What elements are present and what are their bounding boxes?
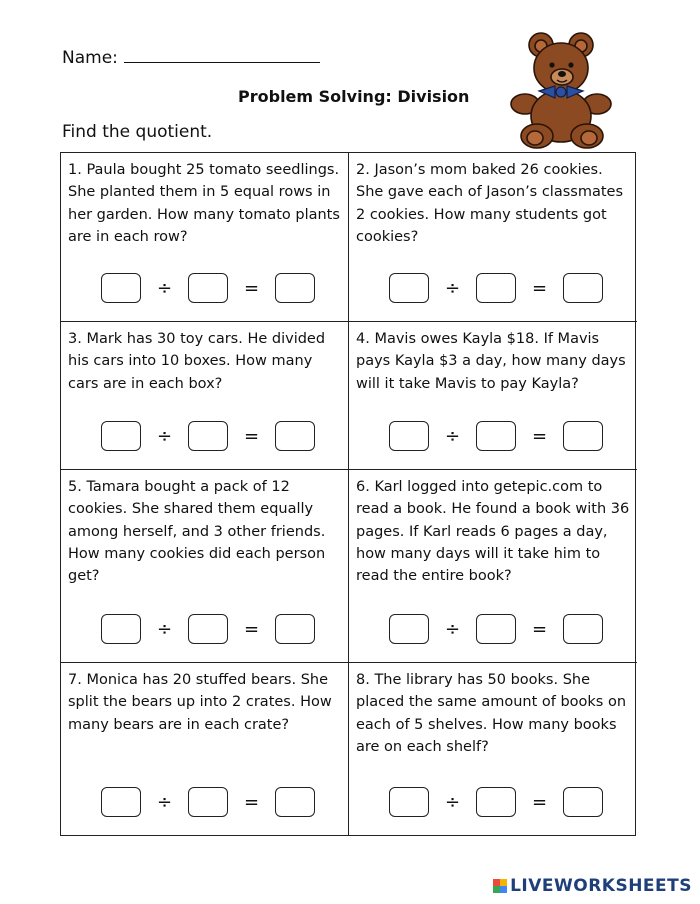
quotient-box[interactable] bbox=[563, 421, 603, 451]
equals-sign: = bbox=[243, 791, 260, 813]
name-row bbox=[62, 46, 320, 68]
divisor-box[interactable] bbox=[476, 273, 516, 303]
divisor-box[interactable] bbox=[476, 787, 516, 817]
teddy-bear-illustration bbox=[505, 28, 615, 150]
problem-grid bbox=[60, 152, 636, 836]
quotient-box[interactable] bbox=[275, 614, 315, 644]
dividend-box[interactable] bbox=[389, 273, 429, 303]
problem-cell bbox=[61, 153, 349, 322]
dividend-box[interactable] bbox=[101, 273, 141, 303]
problem-cell bbox=[61, 322, 349, 470]
division-equation bbox=[389, 273, 603, 303]
problem-cell bbox=[61, 663, 349, 835]
dividend-box[interactable] bbox=[101, 787, 141, 817]
instruction-text: Find the quotient. bbox=[62, 122, 213, 142]
divide-sign: ÷ bbox=[444, 791, 461, 813]
problem-cell bbox=[349, 322, 637, 470]
quotient-box[interactable] bbox=[275, 421, 315, 451]
divisor-box[interactable] bbox=[188, 273, 228, 303]
divisor-box[interactable] bbox=[188, 614, 228, 644]
dividend-box[interactable] bbox=[101, 614, 141, 644]
division-equation bbox=[101, 273, 315, 303]
quotient-box[interactable] bbox=[275, 787, 315, 817]
quotient-box[interactable] bbox=[563, 273, 603, 303]
problem-cell bbox=[349, 663, 637, 835]
equals-sign: = bbox=[243, 277, 260, 299]
liveworksheets-logo bbox=[493, 876, 692, 896]
logo-squares-icon bbox=[493, 879, 507, 893]
problem-cell bbox=[61, 470, 349, 663]
worksheet-title: Problem Solving: Division bbox=[238, 87, 470, 106]
divisor-box[interactable] bbox=[188, 421, 228, 451]
division-equation bbox=[101, 614, 315, 644]
problem-text: 5. Tamara bought a pack of 12 cookies. She shared them equally among herself, and 3 other friends. How many cookies did each person get? bbox=[68, 479, 326, 585]
divide-sign: ÷ bbox=[156, 425, 173, 447]
equals-sign: = bbox=[531, 277, 548, 299]
division-equation bbox=[101, 421, 315, 451]
quotient-box[interactable] bbox=[563, 614, 603, 644]
dividend-box[interactable] bbox=[389, 421, 429, 451]
quotient-box[interactable] bbox=[275, 273, 315, 303]
division-equation bbox=[389, 421, 603, 451]
divisor-box[interactable] bbox=[476, 614, 516, 644]
division-equation bbox=[101, 787, 315, 817]
problem-text: 2. Jason’s mom baked 26 cookies. She gave each of Jason’s classmates 2 cookies. How many students got cookies? bbox=[356, 162, 624, 245]
logo-text: LIVEWORKSHEETS bbox=[510, 876, 692, 896]
problem-text: 1. Paula bought 25 tomato seedlings. She planted them in 5 equal rows in her garden. How many tomato plants are in each row? bbox=[68, 162, 340, 245]
division-equation bbox=[389, 614, 603, 644]
dividend-box[interactable] bbox=[389, 614, 429, 644]
dividend-box[interactable] bbox=[389, 787, 429, 817]
divisor-box[interactable] bbox=[188, 787, 228, 817]
name-label: Name: bbox=[62, 48, 118, 68]
divide-sign: ÷ bbox=[156, 277, 173, 299]
equals-sign: = bbox=[531, 425, 548, 447]
quotient-box[interactable] bbox=[563, 787, 603, 817]
problem-cell bbox=[349, 470, 637, 663]
equals-sign: = bbox=[243, 618, 260, 640]
name-blank-line[interactable] bbox=[124, 46, 320, 63]
problem-text: 8. The library has 50 books. She placed the same amount of books on each of 5 shelves. How many books are on each shelf? bbox=[356, 672, 627, 755]
problem-text: 3. Mark has 30 toy cars. He divided his cars into 10 boxes. How many cars are in each box? bbox=[68, 331, 326, 392]
problem-cell bbox=[349, 153, 637, 322]
divide-sign: ÷ bbox=[444, 277, 461, 299]
equals-sign: = bbox=[531, 791, 548, 813]
equals-sign: = bbox=[243, 425, 260, 447]
problem-text: 6. Karl logged into getepic.com to read a book. He found a book with 36 pages. If Karl reads 6 pages a day, how many days will it take him to read the entire book? bbox=[356, 479, 630, 585]
divide-sign: ÷ bbox=[444, 618, 461, 640]
divide-sign: ÷ bbox=[156, 618, 173, 640]
equals-sign: = bbox=[531, 618, 548, 640]
division-equation bbox=[389, 787, 603, 817]
problem-text: 4. Mavis owes Kayla $18. If Mavis pays Kayla $3 a day, how many days will it take Mavis to pay Kayla? bbox=[356, 331, 626, 392]
divisor-box[interactable] bbox=[476, 421, 516, 451]
divide-sign: ÷ bbox=[156, 791, 173, 813]
divide-sign: ÷ bbox=[444, 425, 461, 447]
dividend-box[interactable] bbox=[101, 421, 141, 451]
problem-text: 7. Monica has 20 stuffed bears. She split the bears up into 2 crates. How many bears are in each crate? bbox=[68, 672, 332, 733]
